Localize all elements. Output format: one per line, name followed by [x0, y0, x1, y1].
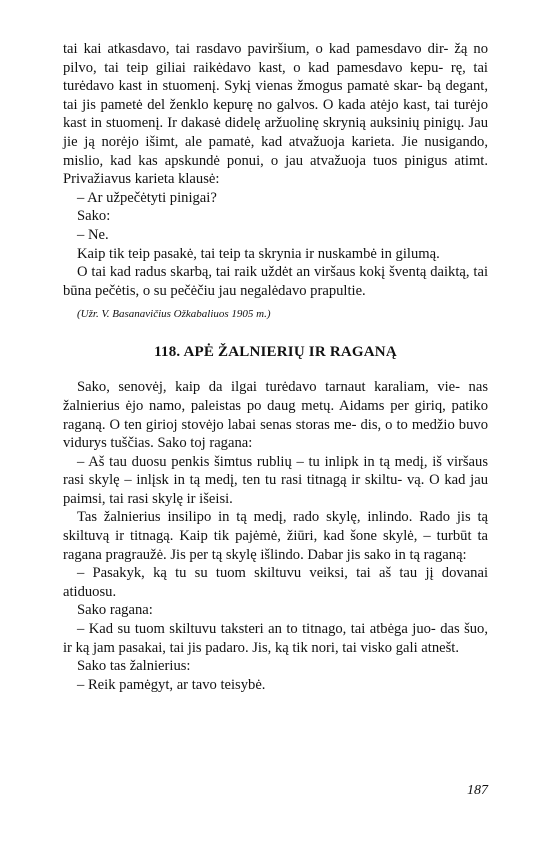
story-paragraph: Sako, senovėj, kaip da ilgai turėdavo tarnaut karaliam, vie- nas žalnierius ėjo namo, paleistas po daug metų. Aidams per giriq, patiko raganą. O ten girioj stovėjo labai senas storas me- dis, o to medžio buvo vidurys tuščias. Sako toj ragana:	[63, 379, 488, 452]
story-paragraph: – Pasakyk, ką tu su tuom skiltuvu veiksi, tai aš tau jį dovanai atiduosu.	[63, 565, 488, 600]
story-continuation-paragraph: tai kai atkasdavo, tai rasdavo paviršium, o kad pamesdavo dir- žą no pilvo, tai teip giliai raikėdavo kast, o kad pamesdavo kepu- rę, tai turėdavo kast in stuomenį. Sykį vienas žmogus pamatė skar- bą degant, tai jis pametė del ženklo kepurę no galvos. O kada atėjo kast, tai turėjo kast in stuomenį. Ir dakasė didelę aržuolinę skrynią auksinių pinigų. Jau jie ją norėjo išimt, ale pamatė, kad atvažuoja karieta. Jie nusigando, mislio, kad kas apskundė ponui, o jau atvažuoja tuos pinigus atimt. Privažiavus karieta klausė:	[63, 41, 488, 188]
story-paragraph: Tas žalnierius insilipo in tą medį, rado skylę, inlindo. Rado jis tą skiltuvą ir titnagą. Kaip tik pajėmė, žiūri, kad šone skylė, – turbūt ta ragana pragraužė. Jis per tą skylę išlindo. Dabar jis sako in tą raganą:	[63, 509, 488, 563]
story-paragraph: – Kad su tuom skiltuvu taksteri an to titnago, tai atbėga juo- das šuo, ir ką jam pasakai, tai jis padaro. Jis, ką tik nori, tai visko gali atnešt.	[63, 621, 488, 656]
dialog-line: – Ar užpečėtyti pinigai?	[77, 189, 217, 206]
page-number: 187	[467, 783, 488, 798]
book-page	[63, 40, 488, 830]
story-paragraph: – Aš tau duosu penkis šimtus rublių – tu inlipk in tą medį, iš viršaus rasi skylę – inlįsk in tą medį, ten tu rasi titnagą ir skiltu- vą. O kad jau paimsi, tai rasi skylę ir išeisi.	[63, 453, 488, 507]
dialog-line: – Ne.	[77, 226, 109, 243]
story-paragraph: Sako tas žalnierius:	[77, 658, 191, 675]
story-paragraph: Sako ragana:	[77, 602, 153, 619]
dialog-line: O tai kad radus skarbą, tai raik uždėt an viršaus kokį šventą daiktą, tai būna pečėtis, o su pečėčiu jau negalėdavo prapultie.	[63, 264, 488, 299]
dialog-line: Kaip tik teip pasakė, tai teip ta skrynia ir nuskambė in gilumą.	[77, 245, 440, 262]
story-paragraph: – Reik pamėgyt, ar tavo teisybė.	[77, 676, 266, 693]
source-note: (Užr. V. Basanavičius Ožkabaliuos 1905 m.)	[77, 308, 271, 321]
dialog-line: Sako:	[77, 208, 111, 225]
story-heading: 118. APĖ ŽALNIERIŲ IR RAGANĄ	[154, 344, 397, 361]
